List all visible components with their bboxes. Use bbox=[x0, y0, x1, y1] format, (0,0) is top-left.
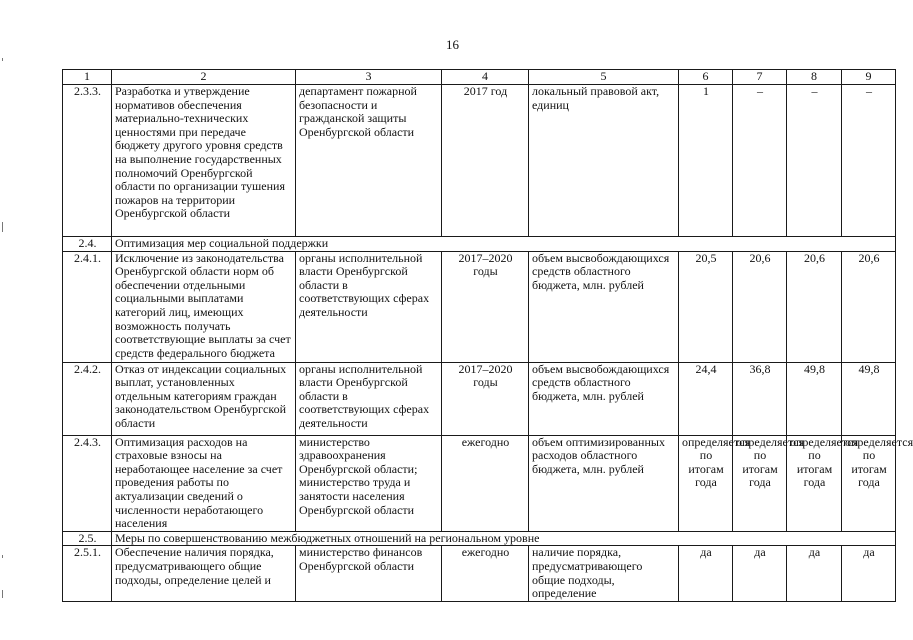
table-row bbox=[63, 85, 896, 237]
indicator-value-col8: 49,8 bbox=[787, 362, 842, 435]
measure-name: Оптимизация расходов на страховые взносы на неработающее население за счет проведения работы по актуализации сведений о численности неработающего населения bbox=[112, 435, 296, 531]
indicator-value-col6: 1 bbox=[679, 85, 733, 237]
indicator-value-col7: 36,8 bbox=[733, 362, 787, 435]
measure-executor: органы исполнительной власти Оренбургской области в соответствующих сферах деятельности bbox=[296, 362, 442, 435]
indicator-value-col7: – bbox=[733, 85, 787, 237]
indicator-value-col9: 49,8 bbox=[842, 362, 896, 435]
measure-number: 2.3.3. bbox=[63, 85, 112, 237]
indicator-value-col8: определяется по итогам года bbox=[787, 435, 842, 531]
section-row bbox=[63, 237, 896, 252]
column-header: 6 bbox=[679, 70, 733, 85]
table-row bbox=[63, 362, 896, 435]
column-header: 4 bbox=[442, 70, 529, 85]
measure-executor: министерство финансов Оренбургской области bbox=[296, 546, 442, 601]
measure-indicator: объем высвобождающихся средств областного бюджета, млн. рублей bbox=[529, 362, 679, 435]
indicator-value-col6: 24,4 bbox=[679, 362, 733, 435]
measure-number: 2.5.1. bbox=[63, 546, 112, 601]
column-header: 2 bbox=[112, 70, 296, 85]
indicator-value-col9: 20,6 bbox=[842, 251, 896, 362]
column-header: 9 bbox=[842, 70, 896, 85]
measure-indicator: объем оптимизированных расходов областного бюджета, млн. рублей bbox=[529, 435, 679, 531]
measure-indicator: объем высвобождающихся средств областного бюджета, млн. рублей bbox=[529, 251, 679, 362]
measure-executor: органы исполнительной власти Оренбургской области в соответствующих сферах деятельности bbox=[296, 251, 442, 362]
column-header: 3 bbox=[296, 70, 442, 85]
measure-period: 2017–2020 годы bbox=[442, 251, 529, 362]
indicator-value-col8: – bbox=[787, 85, 842, 237]
left-margin-mark bbox=[2, 222, 3, 232]
measure-name: Обеспечение наличия порядка, предусматривающего общие подходы, определение целей и bbox=[112, 546, 296, 601]
column-header: 5 bbox=[529, 70, 679, 85]
measure-name: Исключение из законодательства Оренбургской области норм об обеспечении отдельными социальными выплатами категорий лиц, имеющих возможность получать соответствующие выплаты за счет средств федерального бюджета bbox=[112, 251, 296, 362]
indicator-value-col7: да bbox=[733, 546, 787, 601]
measures-table-container bbox=[62, 69, 913, 602]
measure-period: ежегодно bbox=[442, 435, 529, 531]
section-title: Оптимизация мер социальной поддержки bbox=[112, 237, 896, 252]
left-margin-mark bbox=[2, 58, 3, 61]
measure-period: 2017–2020 годы bbox=[442, 362, 529, 435]
column-number-row bbox=[63, 70, 896, 85]
measures-table bbox=[62, 69, 913, 602]
indicator-value-col9: да bbox=[842, 546, 896, 601]
section-number: 2.5. bbox=[63, 531, 112, 546]
table-row bbox=[63, 435, 896, 531]
measure-period: ежегодно bbox=[442, 546, 529, 601]
measure-indicator: наличие порядка, предусматривающего общие подходы, определение bbox=[529, 546, 679, 601]
table-row bbox=[63, 251, 896, 362]
measure-executor: департамент пожарной безопасности и гражданской защиты Оренбургской области bbox=[296, 85, 442, 237]
measure-number: 2.4.3. bbox=[63, 435, 112, 531]
left-margin-mark bbox=[2, 555, 3, 558]
column-header: 1 bbox=[63, 70, 112, 85]
page-number: 16 bbox=[446, 37, 459, 52]
indicator-value-col6: 20,5 bbox=[679, 251, 733, 362]
section-title: Меры по совершенствованию межбюджетных отношений на региональном уровне bbox=[112, 531, 896, 546]
measure-name: Разработка и утверждение нормативов обеспечения материально-технических ценностями при передаче бюджету другого уровня средств на выполнение государственных полномочий Оренбургской области по организации тушения пожаров на территории Оренбургской области bbox=[112, 85, 296, 237]
indicator-value-col9: определяется по итогам года bbox=[842, 435, 896, 531]
measure-number: 2.4.1. bbox=[63, 251, 112, 362]
measure-executor: министерство здравоохранения Оренбургской области; министерство труда и занятости населения Оренбургской области bbox=[296, 435, 442, 531]
measure-number: 2.4.2. bbox=[63, 362, 112, 435]
left-margin-mark bbox=[2, 590, 3, 598]
section-row bbox=[63, 531, 896, 546]
indicator-value-col9: – bbox=[842, 85, 896, 237]
indicator-value-col7: 20,6 bbox=[733, 251, 787, 362]
indicator-value-col6: да bbox=[679, 546, 733, 601]
table-row bbox=[63, 546, 896, 601]
table-header bbox=[63, 70, 896, 85]
section-number: 2.4. bbox=[63, 237, 112, 252]
table-body bbox=[63, 84, 913, 602]
measure-indicator: локальный правовой акт, единиц bbox=[529, 85, 679, 237]
measure-name: Отказ от индексации социальных выплат, установленных отдельным категориям граждан законодательством Оренбургской области bbox=[112, 362, 296, 435]
column-header: 8 bbox=[787, 70, 842, 85]
column-header: 7 bbox=[733, 70, 787, 85]
measure-period: 2017 год bbox=[442, 85, 529, 237]
indicator-value-col6: определяется по итогам года bbox=[679, 435, 733, 531]
indicator-value-col8: да bbox=[787, 546, 842, 601]
indicator-value-col7: определяется по итогам года bbox=[733, 435, 787, 531]
indicator-value-col8: 20,6 bbox=[787, 251, 842, 362]
